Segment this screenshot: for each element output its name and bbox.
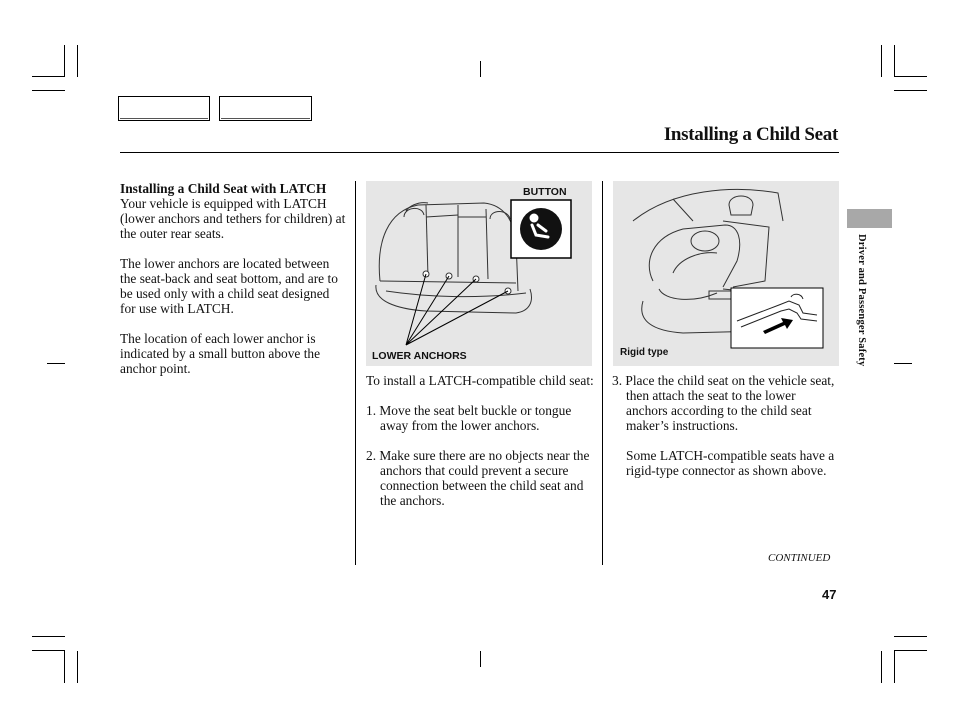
list-item: 1. Move the seat belt buckle or tongue away from the lower anchors. xyxy=(366,403,572,433)
column-divider-2 xyxy=(602,181,603,565)
page-number: 47 xyxy=(822,587,837,602)
paragraph: The lower anchors are located between the seat-back and seat bottom, and are to be used only with a child seat designed for use with LATCH. xyxy=(120,256,338,316)
rear-seat-figure xyxy=(366,181,592,366)
list-item: 3. Place the child seat on the vehicle seat, then attach the seat to the lower anchors according to the child seat maker’s instructions. xyxy=(612,373,835,433)
section-heading: Installing a Child Seat with LATCH xyxy=(120,181,327,196)
intro-text: To install a LATCH-compatible child seat: xyxy=(366,373,594,388)
lower-anchors-label: LOWER ANCHORS xyxy=(372,350,467,362)
paragraph: The location of each lower anchor is indicated by a small button above the anchor point. xyxy=(120,331,321,376)
note-text: Some LATCH-compatible seats have a rigid-type connector as shown above. xyxy=(626,448,835,478)
child-seat-illustration xyxy=(613,181,839,366)
rear-seat-illustration xyxy=(366,181,592,366)
nav-button-2[interactable] xyxy=(219,96,312,121)
list-item: 2. Make sure there are no objects near the anchors that could prevent a secure connection between the child seat and the anchors. xyxy=(366,448,590,508)
rigid-type-label: Rigid type xyxy=(620,347,669,358)
middle-column xyxy=(366,373,594,523)
button-label: BUTTON xyxy=(523,186,567,198)
right-column xyxy=(612,373,840,493)
continued-label: CONTINUED xyxy=(768,552,831,564)
title-rule xyxy=(120,152,839,153)
nav-button-1[interactable] xyxy=(118,96,210,121)
column-divider-1 xyxy=(355,181,356,565)
section-tab-label: Driver and Passenger Safety xyxy=(856,234,867,367)
left-column xyxy=(120,181,348,391)
child-seat-figure xyxy=(613,181,839,366)
section-tab xyxy=(847,209,892,228)
page-title: Installing a Child Seat xyxy=(663,124,838,145)
paragraph: Your vehicle is equipped with LATCH (lower anchors and tethers for children) at the outer rear seats. xyxy=(120,196,346,241)
